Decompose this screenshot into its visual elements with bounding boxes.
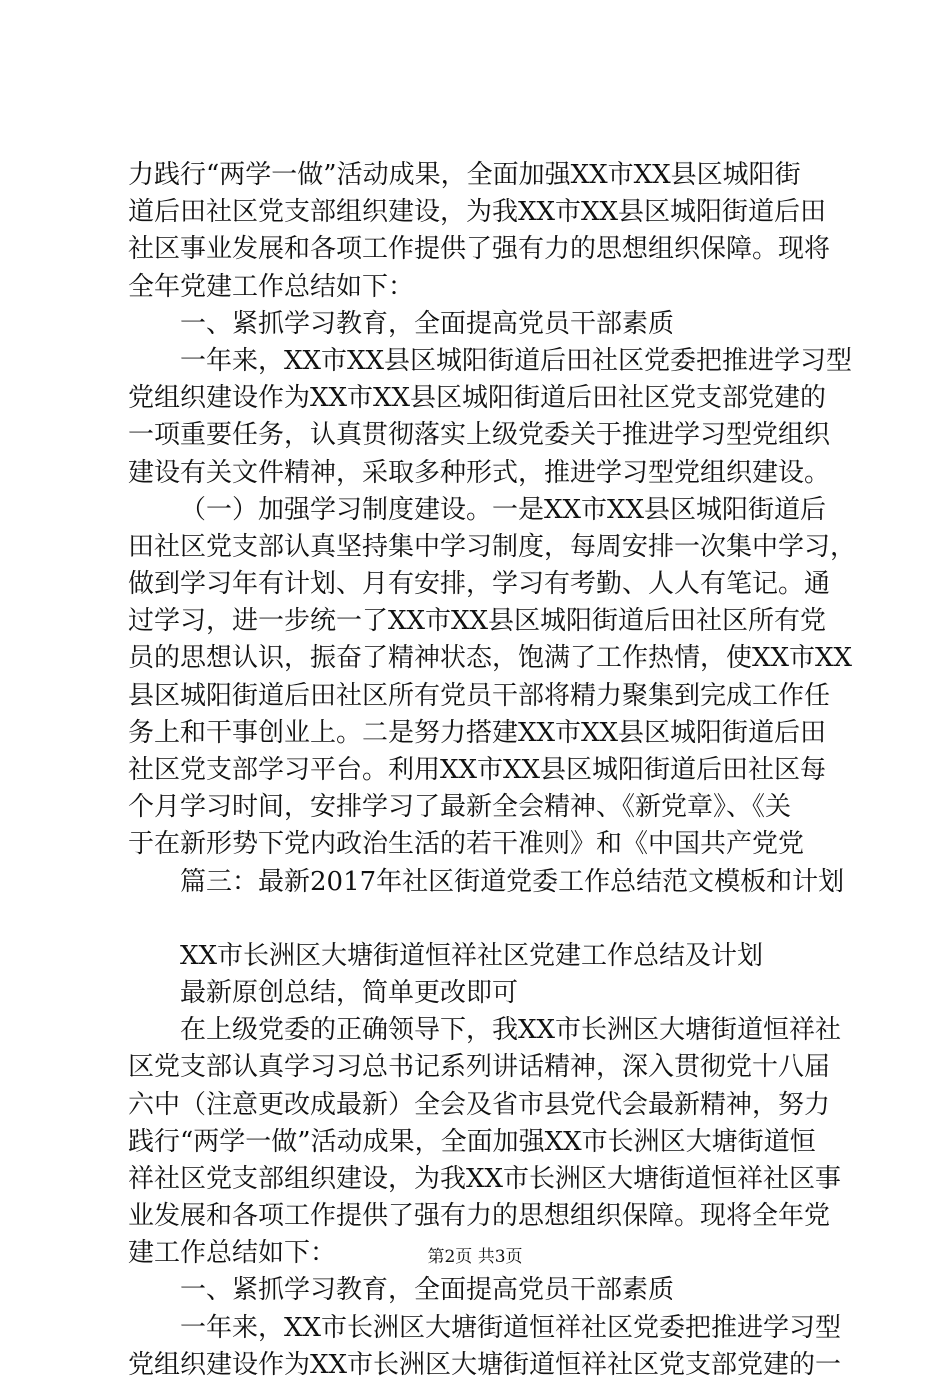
text-line: 一年来，XX市长洲区大塘街道恒祥社区党委把推进学习型 xyxy=(180,1312,842,1343)
text-line: 田社区党支部认真坚持集中学习制度，每周安排一次集中学习， xyxy=(128,531,857,562)
text-line: 党组织建设作为XX市XX县区城阳街道后田社区党支部党建的 xyxy=(128,383,827,414)
text-line: 践行“两学一做”活动成果，全面加强XX市长洲区大塘街道恒 xyxy=(128,1126,816,1157)
text-line: 六中（注意更改成最新）全会及省市县党代会最新精神，努力 xyxy=(128,1089,831,1120)
text-line: 区党支部认真学习习总书记系列讲话精神，深入贯彻党十八届 xyxy=(128,1052,831,1083)
text-line: 最新原创总结，简单更改即可 xyxy=(180,977,519,1008)
text-line: 于在新形势下党内政治生活的若干准则》和《中国共产党党 xyxy=(128,829,805,860)
text-line: 建设有关文件精神，采取多种形式，推进学习型党组织建设。 xyxy=(128,457,831,488)
document-title: XX市长洲区大塘街道恒祥社区党建工作总结及计划 xyxy=(180,940,764,971)
text-line: 过学习，进一步统一了XX市XX县区城阳街道后田社区所有党 xyxy=(128,606,827,637)
text-line: 一项重要任务，认真贯彻落实上级党委关于推进学习型党组织 xyxy=(128,420,831,451)
section-heading: 一、紧抓学习教育，全面提高党员干部素质 xyxy=(180,308,675,339)
chapter-heading: 篇三：最新2017年社区街道党委工作总结范文模板和计划 xyxy=(180,866,845,897)
text-line: 力践行“两学一做”活动成果，全面加强XX市XX县区城阳街 xyxy=(128,160,801,190)
text-line: 社区事业发展和各项工作提供了强有力的思想组织保障。现将 xyxy=(128,234,831,265)
text-line: 社区党支部学习平台。利用XX市XX县区城阳街道后田社区每 xyxy=(128,755,827,785)
text-line: 党组织建设作为XX市长洲区大塘街道恒祥社区党支部党建的一 xyxy=(128,1349,842,1380)
page-footer: 第2页 共3页 xyxy=(427,1247,523,1267)
text-line: 务上和干事创业上。二是努力搭建XX市XX县区城阳街道后田 xyxy=(128,717,827,748)
document-body xyxy=(128,157,857,1384)
text-line: 员的思想认识，振奋了精神状态，饱满了工作热情，使XX市XX xyxy=(128,643,853,674)
text-line: 建工作总结如下： xyxy=(128,1238,337,1269)
text-line: 县区城阳街道后田社区所有党员干部将精力聚集到完成工作任 xyxy=(128,680,831,711)
text-line: 做到学习年有计划、月有安排，学习有考勤、人人有笔记。通 xyxy=(128,569,831,600)
text-line: 全年党建工作总结如下： xyxy=(128,271,415,302)
text-line: （一）加强学习制度建设。一是XX市XX县区城阳街道后 xyxy=(180,494,827,525)
text-line: 个月学习时间，安排学习了最新全会精神、《新党章》、《关 xyxy=(128,792,792,823)
section-heading: 一、紧抓学习教育，全面提高党员干部素质 xyxy=(180,1275,675,1306)
text-line: 祥社区党支部组织建设，为我XX市长洲区大塘街道恒祥社区事 xyxy=(128,1163,842,1194)
text-line: 一年来，XX市XX县区城阳街道后田社区党委把推进学习型 xyxy=(180,345,853,376)
text-line: 道后田社区党支部组织建设，为我XX市XX县区城阳街道后田 xyxy=(128,197,827,228)
blank-line xyxy=(128,901,848,938)
text-line: 在上级党委的正确领导下，我XX市长洲区大塘街道恒祥社 xyxy=(180,1015,842,1046)
text-line: 业发展和各项工作提供了强有力的思想组织保障。现将全年党 xyxy=(128,1201,831,1232)
